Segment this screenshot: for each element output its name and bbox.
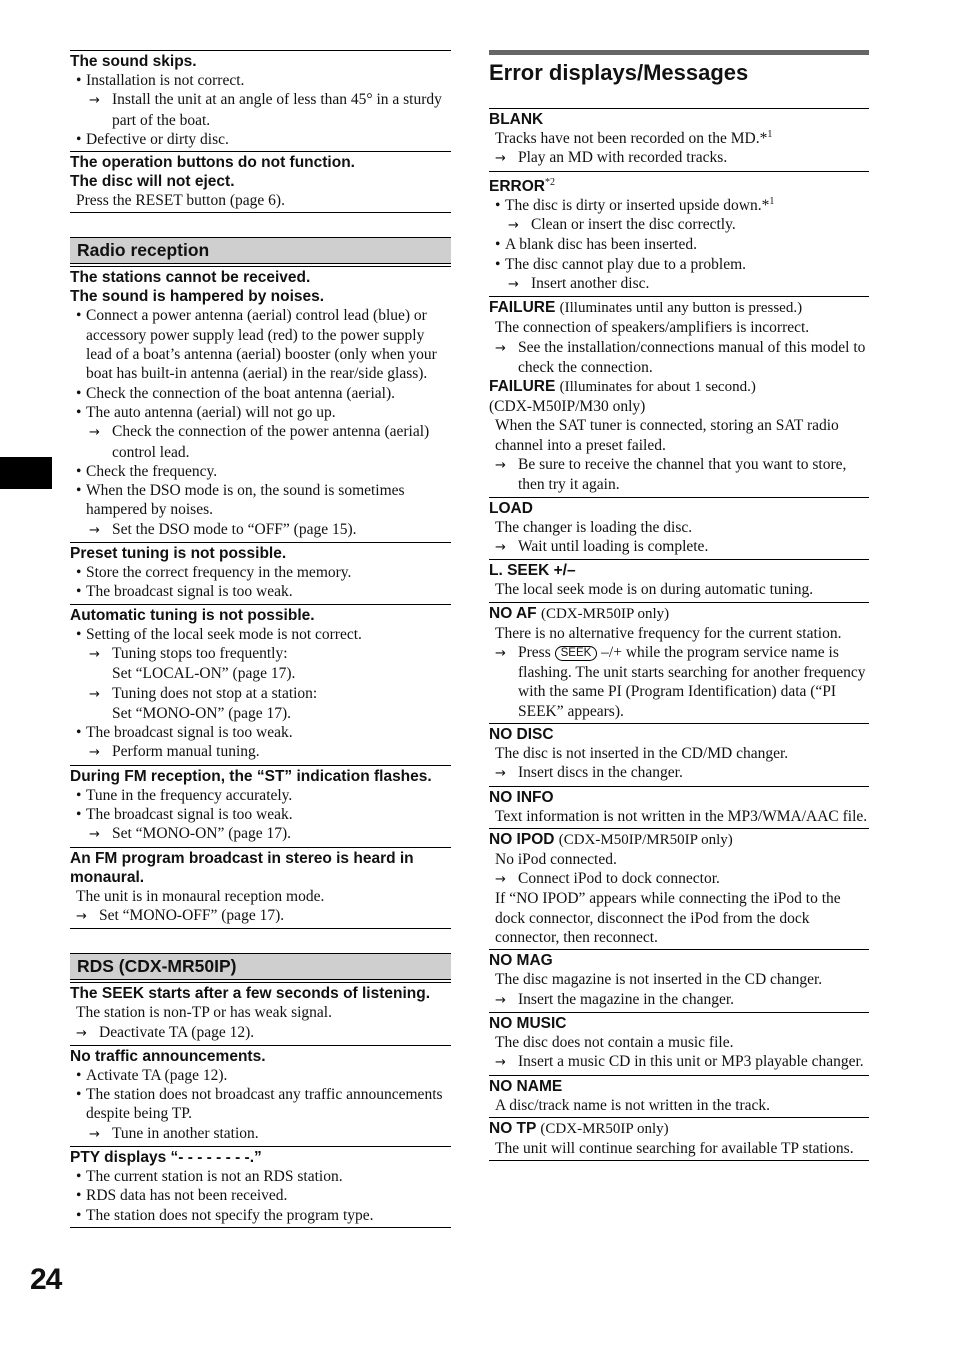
- item-text: (CDX-M50IP/M30 only): [489, 398, 646, 416]
- block-heading: [489, 377, 869, 397]
- right-column: [489, 50, 869, 1161]
- heading-text: An FM program broadcast in stereo is heard in monaural.: [70, 849, 414, 886]
- block-heading: [489, 173, 869, 196]
- block-heading: The sound is hampered by noises.: [70, 288, 325, 306]
- item-text: Tracks have not been recorded on the MD.*: [495, 130, 768, 147]
- remedy-item: [489, 990, 869, 1010]
- heading-text: LOAD: [489, 499, 533, 517]
- page-number: 24: [30, 1263, 62, 1296]
- item-text: Check the connection of the boat antenna (aerial).: [86, 384, 396, 402]
- bullet-item: [70, 384, 451, 403]
- remedy-item: [489, 763, 869, 783]
- block-heading: [70, 1148, 451, 1167]
- heading-text: NO TP: [489, 1119, 537, 1137]
- heading-text: NO IPOD: [489, 830, 555, 848]
- bullet-item: [70, 1085, 451, 1124]
- seek-button-label: SEEK: [555, 646, 598, 661]
- remedy-item: [489, 274, 869, 294]
- body-text: [489, 850, 869, 869]
- trouble-block: [489, 1075, 869, 1117]
- item-text: Insert another disc.: [531, 274, 650, 292]
- remedy-item: [489, 338, 869, 378]
- bullet-item: [70, 403, 451, 422]
- item-text: See the installation/connections manual of this model to check the connection.: [518, 338, 866, 376]
- item-text: The disc is not inserted in the CD/MD changer.: [495, 744, 789, 762]
- item-text: Set “MONO-ON” (page 17).: [112, 704, 292, 722]
- item-text: A disc/track name is not written in the track.: [495, 1096, 771, 1114]
- block-heading: [70, 984, 451, 1003]
- remedy-detail: [70, 664, 451, 683]
- trouble-block: [70, 765, 451, 847]
- body-text: [70, 1003, 451, 1022]
- bullet-item: [70, 71, 451, 90]
- heading-text: ERROR: [489, 177, 545, 195]
- block-heading: [489, 499, 869, 518]
- item-text: When the SAT tuner is connected, storing an SAT radio channel into a preset failed.: [495, 417, 839, 454]
- trouble-block: [70, 847, 451, 930]
- heading-text: NO INFO: [489, 788, 554, 806]
- bullet-item: [70, 563, 451, 582]
- item-text: Press the RESET button (page 6).: [76, 192, 285, 210]
- remedy-item: [70, 520, 451, 540]
- block-heading: [489, 830, 869, 850]
- bullet-item: [70, 1167, 451, 1186]
- item-text: The auto antenna (aerial) will not go up.: [86, 403, 336, 421]
- body-text: [489, 318, 869, 337]
- item-text: The current station is not an RDS station.: [86, 1167, 343, 1185]
- block-heading: The operation buttons do not function.: [70, 154, 355, 172]
- remedy-item: [70, 644, 451, 664]
- remedy-item: [70, 684, 451, 704]
- block-heading: [70, 849, 451, 887]
- remedy-item: [70, 1023, 451, 1043]
- item-text: The disc magazine is not inserted in the CD changer.: [495, 971, 823, 989]
- body-text: [489, 889, 869, 947]
- block-heading: [489, 1077, 869, 1096]
- remedy-item: [489, 215, 869, 235]
- bullet-item: [70, 462, 451, 481]
- model-note: [489, 397, 869, 416]
- body-text: [489, 970, 869, 989]
- item-text: Connect iPod to dock connector.: [518, 870, 720, 888]
- body-text: [489, 807, 869, 826]
- general-troubles: [70, 50, 451, 213]
- remedy-item: [70, 1124, 451, 1144]
- item-text: Check the frequency.: [86, 462, 218, 480]
- item-text: Check the connection of the power antenna (aerial) control lead.: [112, 423, 430, 461]
- remedy-item: [489, 643, 869, 721]
- item-text: Tune in the frequency accurately.: [86, 786, 293, 804]
- item-text: When the DSO mode is on, the sound is sometimes hampered by noises.: [86, 482, 405, 519]
- bullet-item: [70, 723, 451, 742]
- trouble-block: [70, 542, 451, 604]
- bullet-item: [70, 582, 451, 601]
- item-text: RDS data has not been received.: [86, 1187, 288, 1205]
- remedy-item: [70, 824, 451, 844]
- trouble-block: [70, 982, 451, 1045]
- item-text: Install the unit at an angle of less than 45° in a sturdy part of the boat.: [112, 91, 442, 129]
- heading-qualifier: (Illuminates until any button is pressed.): [559, 300, 803, 317]
- remedy-item: [489, 1052, 869, 1072]
- item-text: Insert a music CD in this unit or MP3 playable changer.: [518, 1053, 864, 1071]
- trouble-block: [489, 497, 869, 560]
- heading-text: Automatic tuning is not possible.: [70, 606, 315, 624]
- trouble-block: [489, 723, 869, 786]
- body-text: [70, 887, 451, 906]
- item-text: Set “MONO-OFF” (page 17).: [99, 906, 285, 924]
- block-heading: [70, 606, 451, 625]
- item-text: A blank disc has been inserted.: [505, 236, 697, 254]
- item-text: Tuning stops too frequently:: [112, 644, 288, 662]
- item-text: No iPod connected.: [495, 850, 617, 868]
- trouble-block: [70, 50, 451, 151]
- item-text: The broadcast signal is too weak.: [86, 724, 293, 742]
- heading-text: FAILURE: [489, 378, 556, 396]
- body-text: [489, 518, 869, 537]
- item-text: The unit will continue searching for available TP stations.: [495, 1139, 854, 1157]
- block-heading: The stations cannot be received.: [70, 269, 311, 287]
- item-text: The disc is dirty or inserted upside down.*: [505, 196, 770, 214]
- block-heading: [489, 1014, 869, 1033]
- heading-text: L. SEEK +/–: [489, 562, 576, 580]
- trouble-block: [70, 151, 451, 213]
- item-text: Perform manual tuning.: [112, 743, 260, 761]
- body-text: [70, 191, 451, 210]
- item-text: Activate TA (page 12).: [86, 1066, 228, 1084]
- bullet-item: [70, 786, 451, 805]
- block-heading: [70, 1047, 451, 1066]
- remedy-item: [489, 537, 869, 557]
- remedy-item: [70, 422, 451, 462]
- item-text: Connect a power antenna (aerial) control lead (blue) or accessory power supply lead (red) to the power supply lead of a boat’s antenna (aerial) booster (only when your boat has built-in antenna (aerial) in the rear/side glass).: [86, 307, 437, 383]
- block-heading: [489, 298, 869, 318]
- block-heading: [489, 1119, 869, 1139]
- item-text: Set “LOCAL-ON” (page 17).: [112, 665, 296, 683]
- block-heading: [489, 604, 869, 624]
- bullet-item: [70, 805, 451, 824]
- left-column: [70, 50, 451, 1228]
- heading-text: NO MAG: [489, 952, 553, 970]
- block-heading: [70, 52, 451, 71]
- trouble-block: [489, 171, 869, 297]
- item-text: Set “MONO-ON” (page 17).: [112, 825, 292, 843]
- radio-troubles: [70, 266, 451, 929]
- item-text: Tune in another station.: [112, 1124, 259, 1142]
- page-title: Error displays/Messages: [489, 50, 869, 87]
- body-text: [489, 129, 869, 148]
- trouble-block: [489, 296, 869, 496]
- trouble-block: [489, 602, 869, 723]
- heading-qualifier: (CDX-MR50IP only): [540, 605, 670, 622]
- bullet-item: [70, 1066, 451, 1085]
- block-heading: [489, 951, 869, 970]
- heading-text: NO NAME: [489, 1077, 563, 1095]
- item-text: If “NO IPOD” appears while connecting the iPod to the dock connector, disconnect the iPod from the dock connector, then reconnect.: [495, 890, 841, 947]
- body-text: [489, 1033, 869, 1052]
- trouble-block: [70, 1146, 451, 1228]
- item-text: The unit is in monaural reception mode.: [76, 887, 325, 905]
- body-text: [489, 416, 869, 455]
- item-text: The local seek mode is on during automatic tuning.: [495, 581, 814, 599]
- heading-text: The SEEK starts after a few seconds of listening.: [70, 985, 431, 1003]
- body-text: [489, 1096, 869, 1115]
- item-text: The broadcast signal is too weak.: [86, 806, 293, 824]
- item-text: Play an MD with recorded tracks.: [518, 149, 728, 167]
- trouble-block: [489, 828, 869, 949]
- item-text: The station is non-TP or has weak signal.: [76, 1004, 332, 1022]
- footnote-mark: 1: [769, 195, 775, 207]
- trouble-block: [489, 1012, 869, 1075]
- block-heading: [489, 561, 869, 580]
- heading-text: During FM reception, the “ST” indication flashes.: [70, 767, 432, 785]
- item-text: The station does not specify the program type.: [86, 1206, 374, 1224]
- trouble-block: [489, 559, 869, 601]
- item-text: The disc does not contain a music file.: [495, 1033, 734, 1051]
- bullet-item: [489, 196, 869, 215]
- item-text: Tuning does not stop at a station:: [112, 684, 318, 702]
- remedy-item: [489, 455, 869, 495]
- heading-text: NO DISC: [489, 725, 554, 743]
- remedy-item: [489, 148, 869, 168]
- trouble-block: [489, 949, 869, 1012]
- item-text: The station does not broadcast any traffic announcements despite being TP.: [86, 1086, 443, 1123]
- section-tab-marker: [0, 457, 52, 489]
- item-text: Installation is not correct.: [86, 72, 245, 89]
- heading-text: The sound skips.: [70, 53, 197, 70]
- bullet-item: [489, 255, 869, 274]
- trouble-block: [70, 1045, 451, 1146]
- item-text: The connection of speakers/amplifiers is incorrect.: [495, 319, 810, 337]
- remedy-detail: [70, 704, 451, 723]
- remedy-item: [489, 869, 869, 889]
- heading-text: PTY displays “- - - - - - - -.”: [70, 1148, 262, 1166]
- item-text: The broadcast signal is too weak.: [86, 583, 293, 601]
- body-text: [489, 744, 869, 763]
- heading-text: Preset tuning is not possible.: [70, 545, 287, 563]
- block-heading: The disc will not eject.: [70, 173, 235, 191]
- trouble-block: [489, 1117, 869, 1161]
- remedy-item: [70, 906, 451, 926]
- trouble-block: [70, 604, 451, 765]
- bullet-item: [70, 1186, 451, 1205]
- footnote-mark: *2: [544, 176, 555, 188]
- heading-qualifier: (CDX-M50IP/MR50IP only): [558, 831, 733, 848]
- item-text: Deactivate TA (page 12).: [99, 1023, 255, 1041]
- footnote-mark: 1: [767, 128, 773, 140]
- block-heading: [489, 725, 869, 744]
- heading-text: NO AF: [489, 604, 537, 622]
- remedy-item: [70, 742, 451, 762]
- item-text: Text information is not written in the MP3/WMA/AAC file.: [495, 807, 868, 825]
- item-text: Insert discs in the changer.: [518, 764, 683, 782]
- item-text: Wait until loading is complete.: [518, 537, 709, 555]
- item-text: Be sure to receive the channel that you want to store, then try it again.: [518, 456, 847, 494]
- trouble-block: [70, 266, 451, 542]
- block-heading: [70, 544, 451, 563]
- block-heading: [489, 110, 869, 129]
- section-title-radio: Radio reception: [70, 237, 451, 264]
- body-text: [489, 580, 869, 599]
- remedy-text: Press: [518, 643, 551, 661]
- remedy-text: –/+ while the program service name is flashing. The unit starts searching for another frequency with the same PI (Program Identification) data (“PI SEEK” appears).: [518, 643, 866, 720]
- bullet-item: [70, 1206, 451, 1225]
- item-text: Insert the magazine in the changer.: [518, 990, 735, 1008]
- item-text: Store the correct frequency in the memory.: [86, 564, 352, 582]
- item-text: There is no alternative frequency for the current station.: [495, 624, 842, 642]
- error-messages: [489, 108, 869, 1161]
- bullet-item: [70, 130, 451, 149]
- heading-qualifier: (Illuminates for about 1 second.): [559, 379, 756, 396]
- block-heading: [489, 788, 869, 807]
- trouble-block: [489, 108, 869, 171]
- bullet-item: [489, 235, 869, 254]
- body-text: [489, 1139, 869, 1158]
- heading-text: NO MUSIC: [489, 1014, 567, 1032]
- heading-qualifier: (CDX-MR50IP only): [540, 1120, 669, 1137]
- bullet-item: [70, 481, 451, 520]
- heading-text: FAILURE: [489, 299, 556, 317]
- heading-text: No traffic announcements.: [70, 1047, 266, 1065]
- block-heading: [70, 767, 451, 786]
- heading-text: BLANK: [489, 111, 544, 128]
- body-text: [489, 624, 869, 643]
- item-text: Set the DSO mode to “OFF” (page 15).: [112, 520, 357, 538]
- trouble-block: [489, 786, 869, 828]
- item-text: Setting of the local seek mode is not correct.: [86, 625, 362, 643]
- item-text: Clean or insert the disc correctly.: [531, 216, 736, 234]
- item-text: The changer is loading the disc.: [495, 518, 693, 536]
- remedy-item: [70, 90, 451, 130]
- section-title-rds: RDS (CDX-MR50IP): [70, 953, 451, 980]
- bullet-item: [70, 306, 451, 383]
- item-text: Defective or dirty disc.: [86, 130, 229, 148]
- item-text: The disc cannot play due to a problem.: [505, 255, 747, 273]
- rds-troubles: [70, 982, 451, 1228]
- bullet-item: [70, 625, 451, 644]
